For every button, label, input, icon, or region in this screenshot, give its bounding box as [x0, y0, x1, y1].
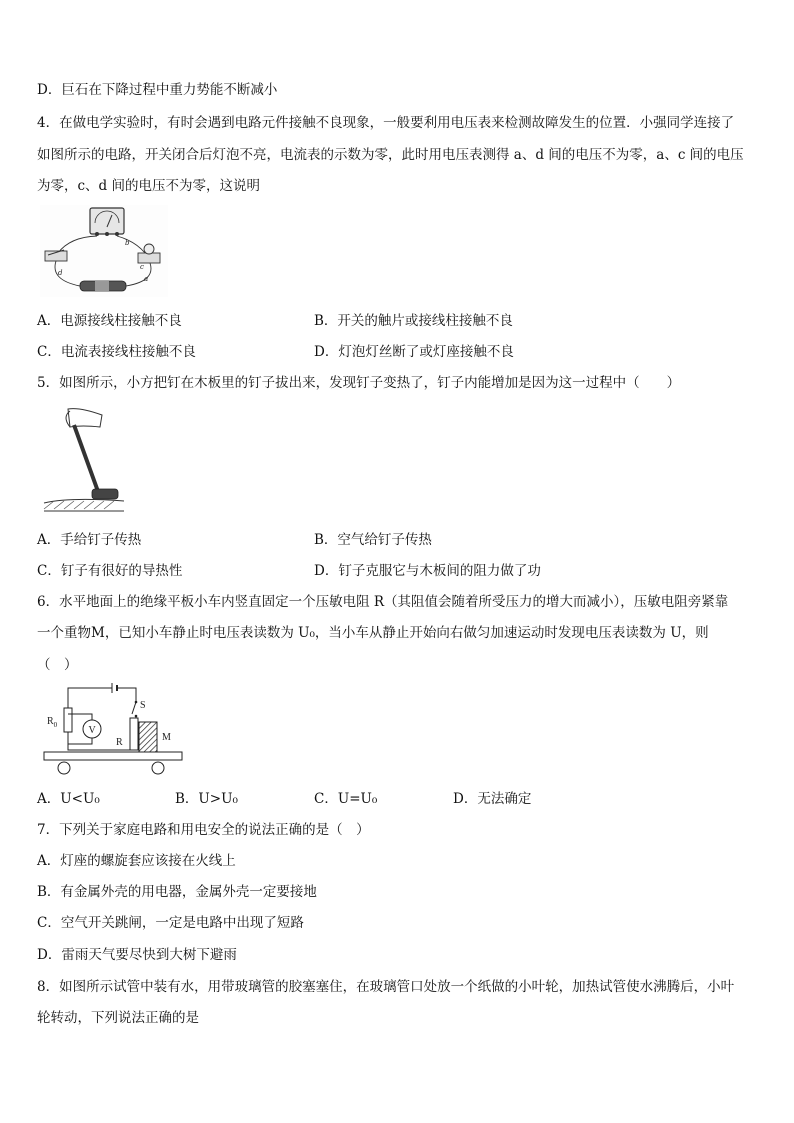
q5-option-b: B．空气给钉子传热	[314, 532, 432, 548]
q6-stem-line1: 6．水平地面上的绝缘平板小车内竖直固定一个压敏电阻 R（其阻值会随着所受压力的增大而减小），压敏电阻旁紧靠	[37, 594, 729, 610]
q4-stem-line3: 为零，c、d 间的电压不为零，这说明	[37, 178, 260, 194]
q7-option-a: A．灯座的螺旋套应该接在火线上	[37, 853, 236, 869]
q5-nail-figure	[40, 405, 126, 517]
q4-stem-line2: 如图所示的电路，开关闭合后灯泡不亮，电流表的示数为零，此时用电压表测得 a、d 间的电压不为零，a、c 间的电压	[37, 147, 744, 163]
q7-stem-line1: 7．下列关于家庭电路和用电安全的说法正确的是（ ）	[37, 822, 370, 838]
q3-option-d: D．巨石在下降过程中重力势能不断减小	[37, 82, 278, 98]
q6-option-c: C．U=U₀	[314, 791, 378, 807]
q4-circuit-figure	[40, 205, 168, 297]
bulb-icon	[144, 244, 154, 254]
q4-option-d: D．灯泡灯丝断了或灯座接触不良	[314, 344, 514, 360]
pressure-resistor-icon	[130, 718, 138, 750]
q5-option-a: A．手给钉子传热	[37, 532, 142, 548]
weight-block-icon	[139, 722, 157, 752]
q5-option-c: C．钉子有很好的导热性	[37, 563, 183, 579]
svg-text:R: R	[116, 737, 123, 748]
svg-text:c: c	[140, 263, 144, 271]
q6-stem-line3: （ ）	[37, 657, 78, 673]
q4-option-b: B．开关的触片或接线柱接触不良	[314, 313, 513, 329]
svg-text:a: a	[144, 275, 149, 283]
svg-text:V: V	[88, 725, 96, 736]
wheel-icon	[58, 762, 70, 774]
cart-platform-icon	[44, 752, 182, 760]
resistor-r0-icon	[64, 708, 72, 732]
q4-option-a: A．电源接线柱接触不良	[37, 313, 182, 329]
q5-option-d: D．钉子克服它与木板间的阻力做了功	[314, 563, 541, 579]
wheel-icon	[152, 762, 164, 774]
svg-text:d: d	[58, 269, 63, 277]
q8-stem-line2: 轮转动，下列说法正确的是	[37, 1010, 199, 1026]
svg-text:M: M	[162, 732, 171, 743]
q6-option-d: D．无法确定	[453, 791, 532, 807]
q7-option-d: D．雷雨天气要尽快到大树下避雨	[37, 947, 237, 963]
q6-option-a: A．U<U₀	[37, 791, 100, 807]
q4-stem-line1: 4．在做电学实验时，有时会遇到电路元件接触不良现象，一般要利用电压表来检测故障发生的位置．小强同学连接了	[37, 115, 735, 131]
q7-option-c: C．空气开关跳闸，一定是电路中出现了短路	[37, 915, 304, 931]
svg-text:R0: $R_0$	[47, 716, 58, 729]
q5-stem-line1: 5．如图所示，小方把钉在木板里的钉子拔出来，发现钉子变热了，钉子内能增加是因为这一过程中（ ）	[37, 375, 681, 391]
q4-option-c: C．电流表接线柱接触不良	[37, 344, 196, 360]
svg-text:b: b	[125, 239, 130, 247]
q6-stem-line2: 一个重物M，已知小车静止时电压表读数为 U₀，当小车从静止开始向右做匀加速运动时发现电压表读数为 U，则	[37, 625, 709, 641]
switch-icon	[132, 702, 136, 714]
q7-option-b: B．有金属外壳的用电器，金属外壳一定要接地	[37, 884, 317, 900]
q6-cart-circuit-figure	[40, 680, 186, 780]
svg-text:S: S	[140, 700, 146, 711]
q6-option-b: B．U>U₀	[175, 791, 238, 807]
q8-stem-line1: 8．如图所示试管中装有水，用带玻璃管的胶塞塞住，在玻璃管口处放一个纸做的小叶轮，加热试管使水沸腾后，小叶	[37, 979, 735, 995]
